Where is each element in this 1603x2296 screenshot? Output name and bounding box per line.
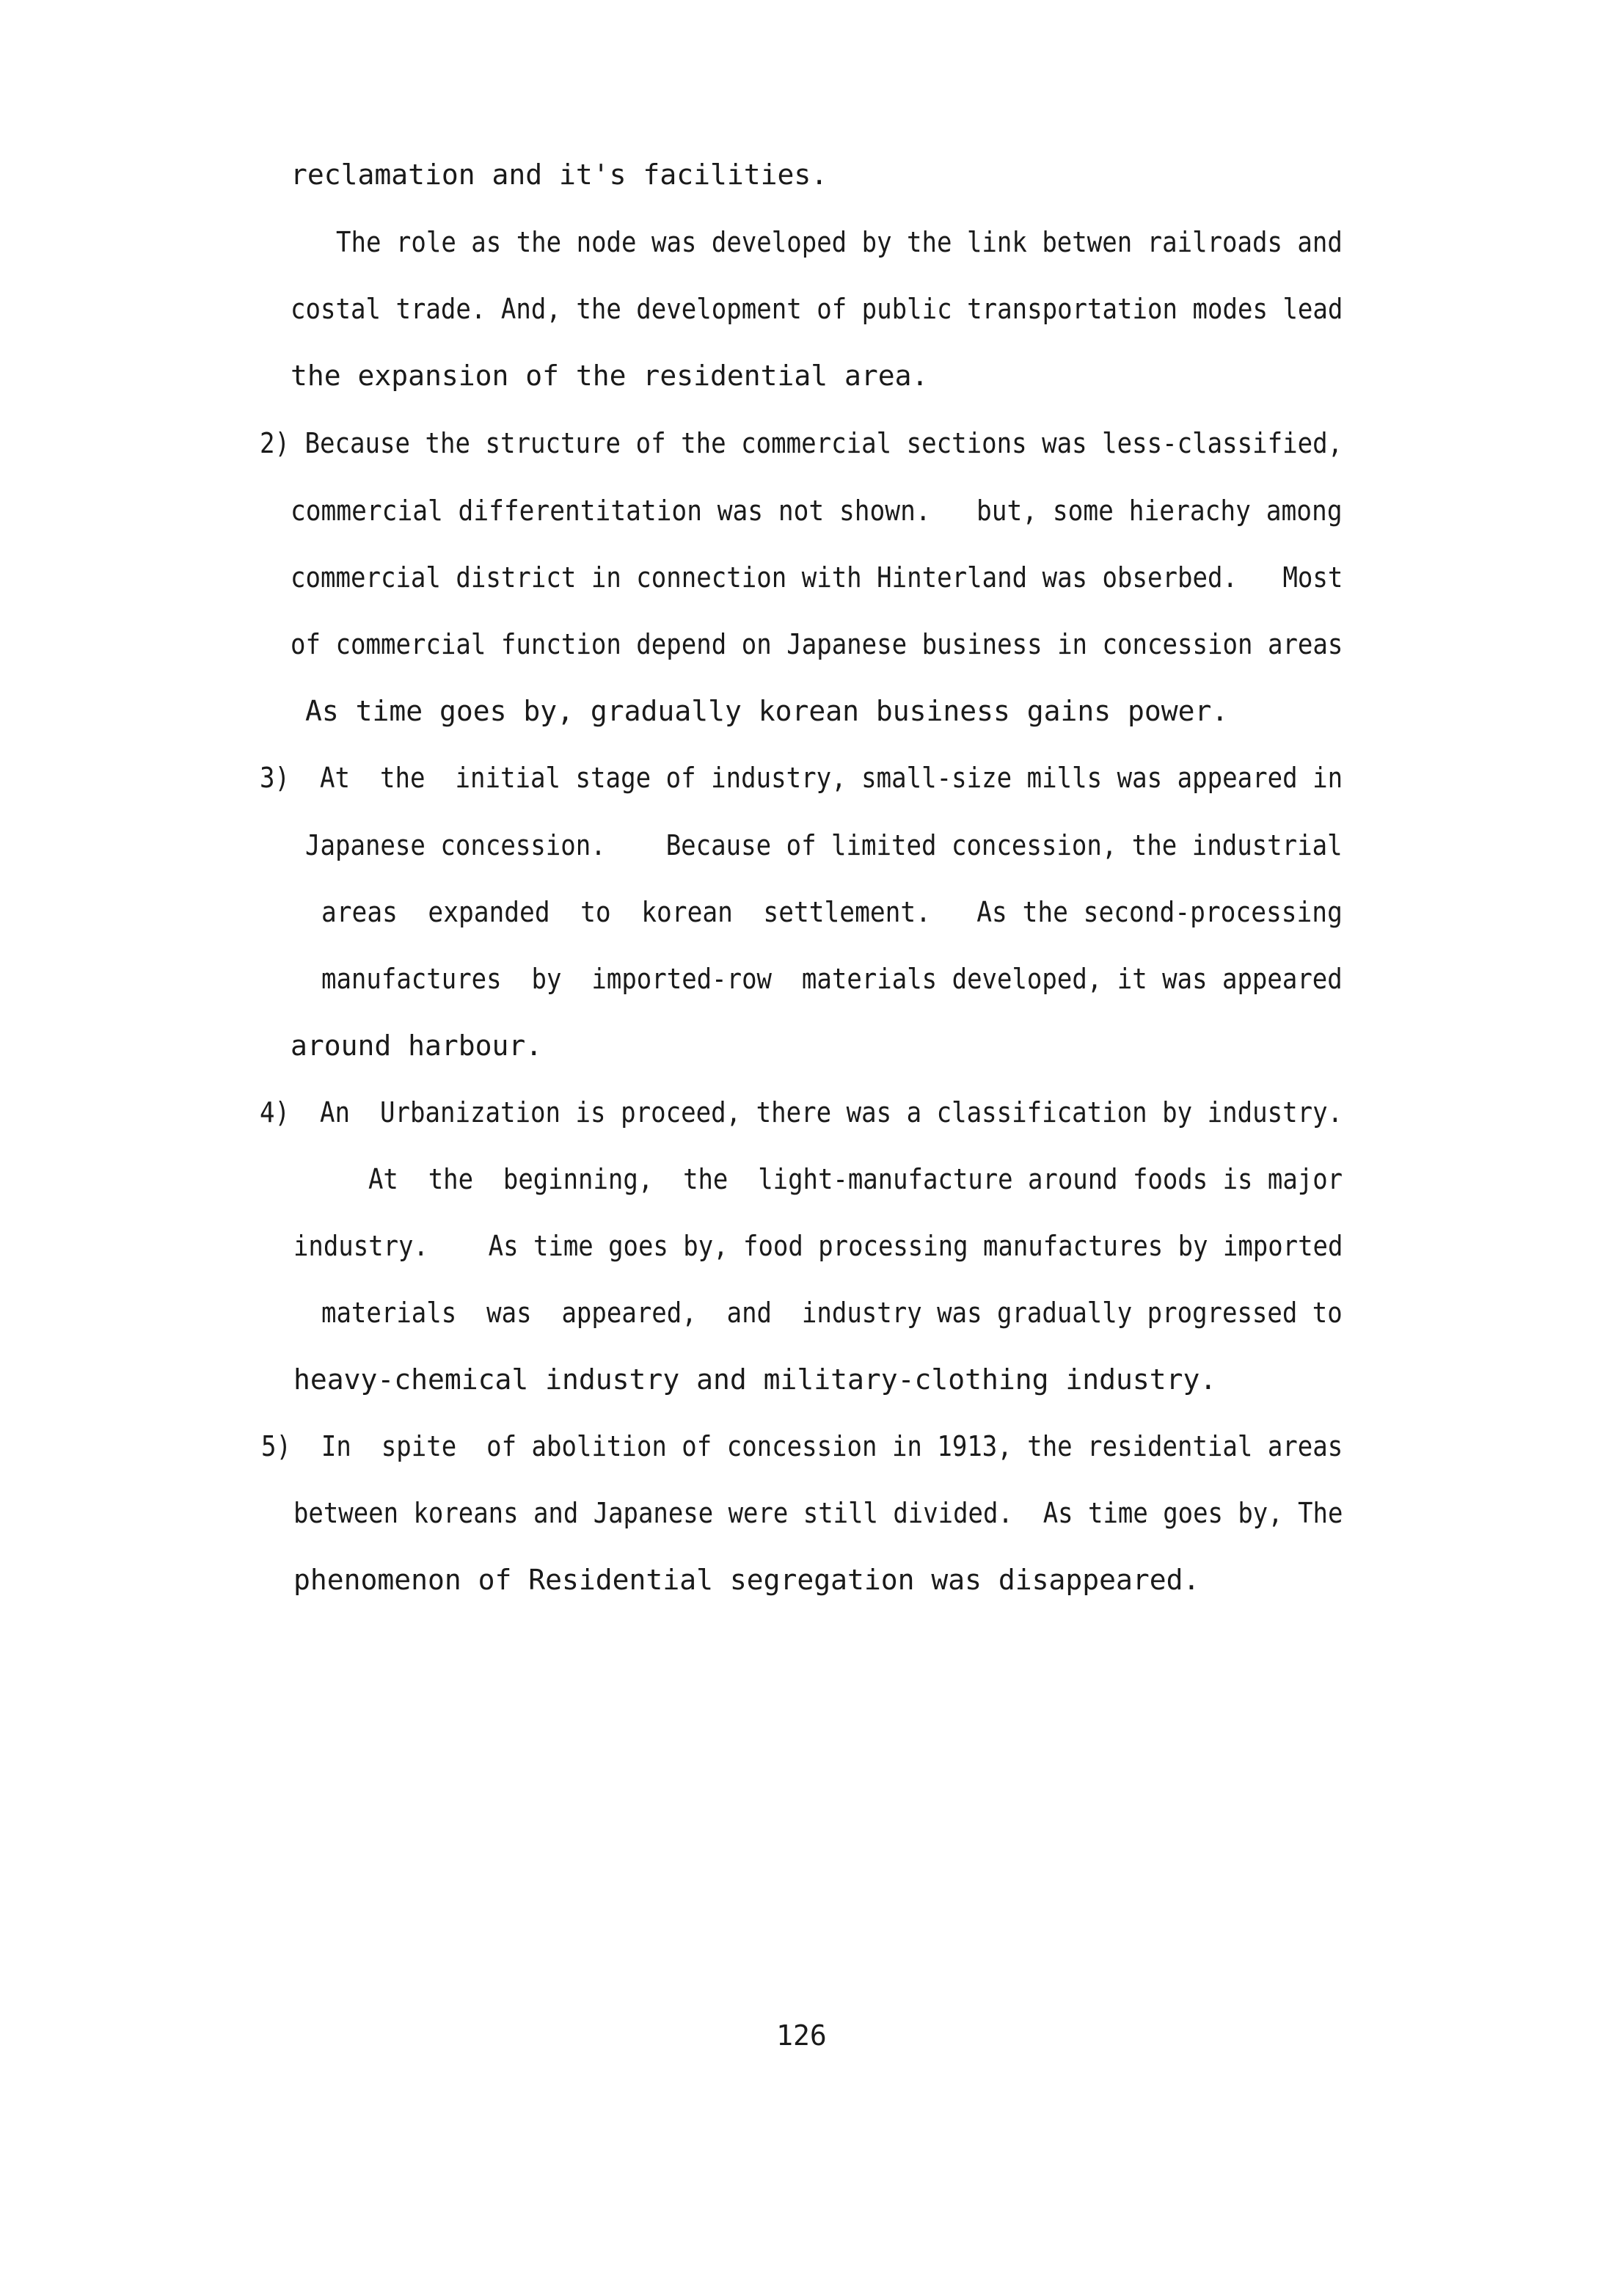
text-line: 5) In spite of abolition of concession in 1913, the residential areas: [261, 1430, 1343, 1462]
text-line: areas expanded to korean settlement. As the second-processing: [321, 896, 1343, 928]
text-line: reclamation and it's facilities.: [291, 158, 828, 191]
text-line: The role as the node was developed by the link betwen railroads and: [336, 226, 1343, 258]
text-line: Japanese concession. Because of limited concession, the industrial: [305, 829, 1343, 861]
text-line: commercial differentitation was not shown. but, some hierachy among: [291, 495, 1343, 527]
text-line: costal trade. And, the development of public transportation modes lead: [291, 293, 1343, 325]
text-line: At the beginning, the light-manufacture around foods is major: [368, 1163, 1343, 1195]
text-line: between koreans and Japanese were still divided. As time goes by, The: [293, 1497, 1343, 1529]
text-line: manufactures by imported-row materials developed, it was appeared: [321, 963, 1343, 995]
text-line: 4) An Urbanization is proceed, there was a classification by industry.: [260, 1096, 1343, 1129]
text-line: 3) At the initial stage of industry, small-size mills was appeared in: [260, 762, 1343, 794]
text-line: of commercial function depend on Japanese business in concession areas: [291, 628, 1343, 660]
page-number: 126: [776, 2019, 827, 2052]
text-line: As time goes by, gradually korean business gains power.: [305, 695, 1229, 727]
text-line: around harbour.: [291, 1029, 543, 1062]
text-line: heavy-chemical industry and military-clothing industry.: [293, 1363, 1217, 1396]
text-line: phenomenon of Residential segregation was disappeared.: [293, 1564, 1200, 1596]
text-line: 2) Because the structure of the commercial sections was less-classified,: [260, 427, 1343, 459]
text-line: industry. As time goes by, food processing manufactures by imported: [293, 1230, 1343, 1262]
text-line: the expansion of the residential area.: [291, 360, 929, 392]
text-line: commercial district in connection with Hinterland was obserbed. Most: [291, 561, 1343, 594]
text-line: materials was appeared, and industry was gradually progressed to: [321, 1297, 1343, 1329]
